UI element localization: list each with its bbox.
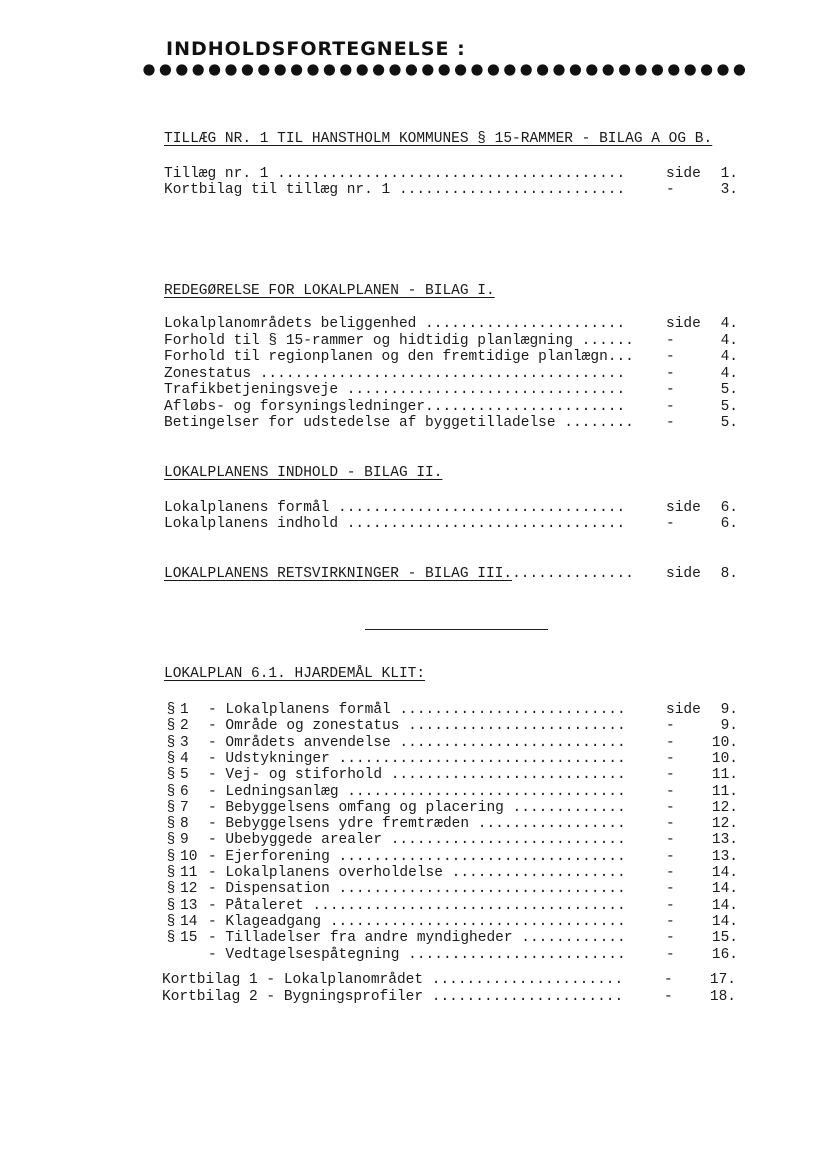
paragraph-number: 12 (180, 881, 198, 897)
border-dot (521, 64, 532, 75)
border-dot (143, 64, 154, 75)
toc-label: Betingelser for udstedelse af byggetilladelse ........ (164, 415, 634, 431)
toc-page: 13. (711, 849, 738, 865)
toc-side: - (666, 947, 675, 963)
toc-page: 5. (720, 399, 738, 415)
paragraph-sign: § (166, 849, 176, 865)
toc-page: 14. (711, 881, 738, 897)
toc-side: - (666, 816, 675, 832)
toc-side: - (666, 930, 675, 946)
toc-page: 18. (709, 989, 736, 1005)
border-dot (717, 64, 728, 75)
toc-label: Lokalplanens indhold ................................ (164, 516, 626, 532)
paragraph-sign: § (166, 751, 176, 767)
toc-page: 6. (720, 500, 738, 516)
toc-side: - (664, 972, 673, 988)
leader-dots: .............. (512, 566, 634, 582)
toc-page: 10. (711, 735, 738, 751)
toc-side: side (666, 500, 701, 516)
toc-side: - (666, 735, 675, 751)
decorative-dot-border (141, 63, 757, 77)
border-dot (258, 64, 269, 75)
toc-page: 11. (711, 767, 738, 783)
toc-label: - Ejerforening ................................. (208, 849, 626, 865)
paragraph-sign: § (166, 930, 176, 946)
toc-side: side (666, 316, 701, 332)
section-heading-indhold: LOKALPLANENS INDHOLD - BILAG II. (164, 465, 443, 481)
border-dot (209, 64, 220, 75)
border-dot (357, 64, 368, 75)
paragraph-sign: § (166, 898, 176, 914)
toc-page: 3. (720, 182, 738, 198)
toc-page: 1. (720, 166, 738, 182)
border-dot (193, 64, 204, 75)
toc-label: - Vedtagelsespåtegning ......................... (208, 947, 626, 963)
paragraph-sign: § (166, 832, 176, 848)
toc-label: - Lokalplanens formål .......................... (208, 702, 626, 718)
border-dot (324, 64, 335, 75)
toc-label: Lokalplanens formål ................................. (164, 500, 626, 516)
border-dot (291, 64, 302, 75)
paragraph-sign: § (166, 914, 176, 930)
toc-side: side (666, 566, 701, 582)
toc-label: Tillæg nr. 1 ........................................ (164, 166, 626, 182)
toc-side: - (666, 366, 675, 382)
paragraph-number: 14 (180, 914, 198, 930)
border-dot (439, 64, 450, 75)
toc-label: - Bebyggelsens ydre fremtræden ................. (208, 816, 626, 832)
paragraph-number: 4 (180, 751, 189, 767)
toc-page: 14. (711, 914, 738, 930)
toc-page: 5. (720, 415, 738, 431)
border-dot (488, 64, 499, 75)
toc-side: - (666, 415, 675, 431)
border-dot (373, 64, 384, 75)
toc-page: 6. (720, 516, 738, 532)
toc-page: 5. (720, 382, 738, 398)
toc-label: Trafikbetjeningsveje ................................ (164, 382, 626, 398)
paragraph-number: 5 (180, 767, 189, 783)
section-heading-retsvirkninger: LOKALPLANENS RETSVIRKNINGER - BILAG III. (164, 566, 513, 582)
border-dot (406, 64, 417, 75)
border-dot (225, 64, 236, 75)
border-dot (242, 64, 253, 75)
toc-label: - Påtaleret .................................... (208, 898, 626, 914)
border-dot (504, 64, 515, 75)
border-dot (455, 64, 466, 75)
toc-page: 14. (711, 898, 738, 914)
border-dot (422, 64, 433, 75)
border-dot (340, 64, 351, 75)
toc-side: side (666, 166, 701, 182)
border-dot (389, 64, 400, 75)
toc-side: - (666, 784, 675, 800)
toc-side: side (666, 702, 701, 718)
toc-side: - (666, 349, 675, 365)
border-dot (668, 64, 679, 75)
border-dot (275, 64, 286, 75)
toc-page: 9. (720, 718, 738, 734)
paragraph-number: 7 (180, 800, 189, 816)
toc-side: - (664, 989, 673, 1005)
border-dot (603, 64, 614, 75)
toc-label: Zonestatus .......................................... (164, 366, 626, 382)
toc-page: 8. (720, 566, 738, 582)
toc-page: 13. (711, 832, 738, 848)
toc-page: 4. (720, 366, 738, 382)
toc-side: - (666, 849, 675, 865)
toc-label: Kortbilag 1 - Lokalplanområdet ...................... (162, 972, 624, 988)
toc-page: 17. (709, 972, 736, 988)
border-dot (635, 64, 646, 75)
section-heading-redegoerelse: REDEGØRELSE FOR LOKALPLANEN - BILAG I. (164, 283, 495, 299)
section-heading-lokalplan: LOKALPLAN 6.1. HJARDEMÅL KLIT: (164, 666, 426, 682)
border-dot (652, 64, 663, 75)
toc-page: 15. (711, 930, 738, 946)
toc-label: Afløbs- og forsyningsledninger....................... (164, 399, 626, 415)
border-dot (586, 64, 597, 75)
border-dot (619, 64, 630, 75)
toc-side: - (666, 399, 675, 415)
toc-page: 14. (711, 865, 738, 881)
border-dot (701, 64, 712, 75)
toc-label: Kortbilag til tillæg nr. 1 .......................... (164, 182, 626, 198)
toc-side: - (666, 881, 675, 897)
section-divider (365, 629, 548, 630)
toc-label: - Bebyggelsens omfang og placering ............. (208, 800, 626, 816)
paragraph-number: 10 (180, 849, 198, 865)
toc-side: - (666, 898, 675, 914)
toc-label: Lokalplanområdets beliggenhed ....................... (164, 316, 626, 332)
toc-side: - (666, 516, 675, 532)
border-dot (685, 64, 696, 75)
dot-border-graphic (141, 63, 757, 77)
toc-page: 12. (711, 816, 738, 832)
toc-label: - Vej- og stiforhold ........................... (208, 767, 626, 783)
toc-page: 16. (711, 947, 738, 963)
toc-page: 10. (711, 751, 738, 767)
border-dot (307, 64, 318, 75)
toc-side: - (666, 718, 675, 734)
retsvirkninger-label (164, 566, 634, 582)
toc-side: - (666, 914, 675, 930)
paragraph-number: 1 (180, 702, 189, 718)
border-dot (734, 64, 745, 75)
paragraph-number: 8 (180, 816, 189, 832)
paragraph-number: 3 (180, 735, 189, 751)
paragraph-number: 15 (180, 930, 198, 946)
toc-label: - Ubebyggede arealer ........................... (208, 832, 626, 848)
toc-side: - (666, 751, 675, 767)
paragraph-sign: § (166, 702, 176, 718)
paragraph-number: 11 (180, 865, 198, 881)
toc-label: - Klageadgang .................................. (208, 914, 626, 930)
paragraph-sign: § (166, 800, 176, 816)
border-dot (176, 64, 187, 75)
border-dot (537, 64, 548, 75)
toc-page: 11. (711, 784, 738, 800)
toc-label: - Dispensation ................................. (208, 881, 626, 897)
toc-side: - (666, 333, 675, 349)
toc-side: - (666, 800, 675, 816)
toc-page: 9. (720, 702, 738, 718)
toc-label: - Tilladelser fra andre myndigheder ............ (208, 930, 626, 946)
toc-label: Forhold til § 15-rammer og hidtidig planlægning ...... (164, 333, 634, 349)
paragraph-sign: § (166, 881, 176, 897)
paragraph-sign: § (166, 816, 176, 832)
page-title: INDHOLDSFORTEGNELSE : (166, 38, 466, 60)
paragraph-number: 13 (180, 898, 198, 914)
toc-label: - Område og zonestatus ......................... (208, 718, 626, 734)
paragraph-sign: § (166, 784, 176, 800)
paragraph-sign: § (166, 865, 176, 881)
border-dot (160, 64, 171, 75)
border-dot (471, 64, 482, 75)
toc-side: - (666, 767, 675, 783)
paragraph-number: 2 (180, 718, 189, 734)
paragraph-number: 9 (180, 832, 189, 848)
paragraph-sign: § (166, 735, 176, 751)
toc-side: - (666, 865, 675, 881)
toc-side: - (666, 832, 675, 848)
toc-page: 4. (720, 333, 738, 349)
toc-page: 12. (711, 800, 738, 816)
paragraph-number: 6 (180, 784, 189, 800)
section-heading-tillaeg: TILLÆG NR. 1 TIL HANSTHOLM KOMMUNES § 15-RAMMER - BILAG A OG B. (164, 131, 713, 147)
paragraph-sign: § (166, 767, 176, 783)
toc-page: 4. (720, 316, 738, 332)
border-dot (570, 64, 581, 75)
toc-side: - (666, 382, 675, 398)
toc-side: - (666, 182, 675, 198)
toc-label: - Områdets anvendelse .......................... (208, 735, 626, 751)
border-dot (553, 64, 564, 75)
toc-page: 4. (720, 349, 738, 365)
toc-label: - Ledningsanlæg ................................ (208, 784, 626, 800)
toc-label: Forhold til regionplanen og den fremtidige planlægn... (164, 349, 634, 365)
paragraph-sign: § (166, 718, 176, 734)
toc-label: Kortbilag 2 - Bygningsprofiler ...................... (162, 989, 624, 1005)
toc-label: - Udstykninger ................................. (208, 751, 626, 767)
toc-label: - Lokalplanens overholdelse .................... (208, 865, 626, 881)
